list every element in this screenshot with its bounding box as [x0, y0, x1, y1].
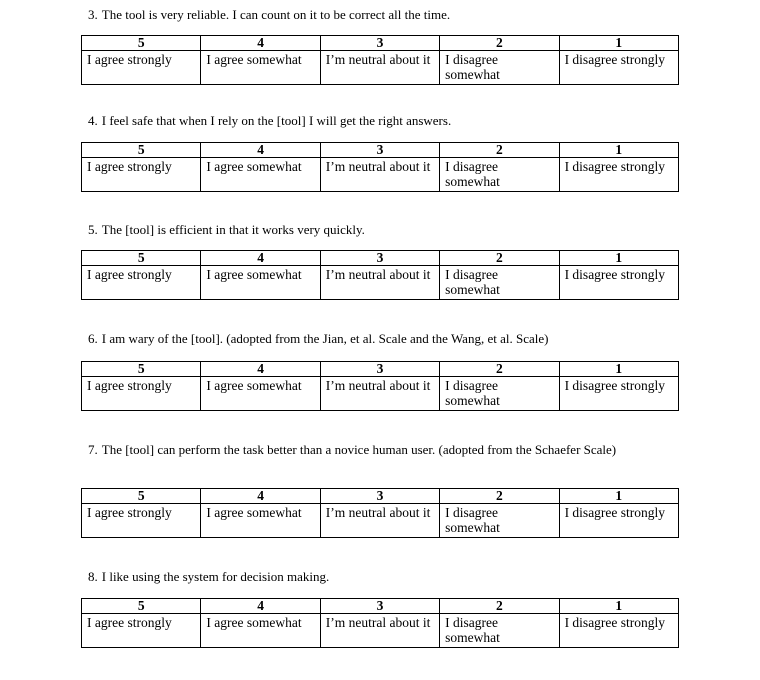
- scale-value-1: 1: [559, 362, 678, 377]
- option-disagree-somewhat[interactable]: I disagree somewhat: [440, 158, 559, 192]
- option-neutral[interactable]: I’m neutral about it: [320, 266, 439, 300]
- question-number: 5.: [88, 222, 98, 237]
- scale-value-1: 1: [559, 251, 678, 266]
- scale-value-2: 2: [440, 599, 559, 614]
- question-text: [88, 222, 678, 237]
- option-agree-somewhat[interactable]: I agree somewhat: [201, 614, 320, 648]
- option-disagree-strongly[interactable]: I disagree strongly: [559, 377, 678, 411]
- scale-value-1: 1: [559, 489, 678, 504]
- scale-value-4: 4: [201, 362, 320, 377]
- scale-value-5: 5: [82, 251, 201, 266]
- scale-value-2: 2: [440, 36, 559, 51]
- scale-value-2: 2: [440, 362, 559, 377]
- scale-value-5: 5: [82, 362, 201, 377]
- option-disagree-somewhat[interactable]: I disagree somewhat: [440, 266, 559, 300]
- option-disagree-strongly[interactable]: I disagree strongly: [559, 51, 678, 85]
- option-agree-somewhat[interactable]: I agree somewhat: [201, 377, 320, 411]
- scale-value-5: 5: [82, 489, 201, 504]
- option-agree-strongly[interactable]: I agree strongly: [82, 266, 201, 300]
- scale-value-1: 1: [559, 599, 678, 614]
- option-disagree-somewhat[interactable]: I disagree somewhat: [440, 377, 559, 411]
- option-agree-somewhat[interactable]: I agree somewhat: [201, 158, 320, 192]
- scale-value-2: 2: [440, 143, 559, 158]
- option-agree-somewhat[interactable]: I agree somewhat: [201, 504, 320, 538]
- likert-table: [81, 250, 679, 300]
- option-agree-strongly[interactable]: I agree strongly: [82, 158, 201, 192]
- question-number: 3.: [88, 7, 98, 22]
- option-disagree-strongly[interactable]: I disagree strongly: [559, 266, 678, 300]
- scale-value-5: 5: [82, 36, 201, 51]
- option-disagree-somewhat[interactable]: I disagree somewhat: [440, 51, 559, 85]
- option-disagree-strongly[interactable]: I disagree strongly: [559, 614, 678, 648]
- option-disagree-strongly[interactable]: I disagree strongly: [559, 158, 678, 192]
- question-text: [88, 331, 678, 346]
- option-neutral[interactable]: I’m neutral about it: [320, 614, 439, 648]
- likert-table: [81, 361, 679, 411]
- scale-value-3: 3: [320, 143, 439, 158]
- option-disagree-somewhat[interactable]: I disagree somewhat: [440, 504, 559, 538]
- question-number: 7.: [88, 442, 98, 457]
- scale-value-4: 4: [201, 251, 320, 266]
- scale-value-4: 4: [201, 599, 320, 614]
- scale-value-4: 4: [201, 36, 320, 51]
- scale-value-2: 2: [440, 251, 559, 266]
- option-neutral[interactable]: I’m neutral about it: [320, 158, 439, 192]
- question-text: [88, 113, 678, 128]
- question-prompt: The tool is very reliable. I can count on it to be correct all the time.: [101, 7, 451, 22]
- option-disagree-strongly[interactable]: I disagree strongly: [559, 504, 678, 538]
- question-prompt: I feel safe that when I rely on the [tool] I will get the right answers.: [101, 113, 452, 128]
- question-prompt: I like using the system for decision making.: [101, 569, 330, 584]
- option-agree-somewhat[interactable]: I agree somewhat: [201, 51, 320, 85]
- option-agree-strongly[interactable]: I agree strongly: [82, 614, 201, 648]
- scale-value-5: 5: [82, 143, 201, 158]
- scale-value-1: 1: [559, 36, 678, 51]
- likert-table: [81, 142, 679, 192]
- scale-value-3: 3: [320, 489, 439, 504]
- scale-value-3: 3: [320, 251, 439, 266]
- scale-value-1: 1: [559, 143, 678, 158]
- option-neutral[interactable]: I’m neutral about it: [320, 504, 439, 538]
- scale-value-2: 2: [440, 489, 559, 504]
- scale-value-3: 3: [320, 599, 439, 614]
- likert-table: [81, 488, 679, 538]
- question-text: [88, 442, 678, 457]
- option-agree-somewhat[interactable]: I agree somewhat: [201, 266, 320, 300]
- option-neutral[interactable]: I’m neutral about it: [320, 51, 439, 85]
- option-disagree-somewhat[interactable]: I disagree somewhat: [440, 614, 559, 648]
- question-text: [88, 569, 678, 584]
- scale-value-4: 4: [201, 489, 320, 504]
- question-number: 6.: [88, 331, 98, 346]
- scale-value-5: 5: [82, 599, 201, 614]
- question-prompt: The [tool] is efficient in that it works very quickly.: [101, 222, 365, 237]
- likert-table: [81, 598, 679, 648]
- question-number: 8.: [88, 569, 98, 584]
- question-number: 4.: [88, 113, 98, 128]
- scale-value-4: 4: [201, 143, 320, 158]
- option-agree-strongly[interactable]: I agree strongly: [82, 504, 201, 538]
- scale-value-3: 3: [320, 362, 439, 377]
- option-agree-strongly[interactable]: I agree strongly: [82, 51, 201, 85]
- option-neutral[interactable]: I’m neutral about it: [320, 377, 439, 411]
- question-prompt: I am wary of the [tool]. (adopted from the Jian, et al. Scale and the Wang, et al. Scale): [101, 331, 549, 346]
- question-text: [88, 7, 678, 22]
- question-prompt: The [tool] can perform the task better than a novice human user. (adopted from the Schaefer Scale): [101, 442, 617, 457]
- scale-value-3: 3: [320, 36, 439, 51]
- likert-table: [81, 35, 679, 85]
- option-agree-strongly[interactable]: I agree strongly: [82, 377, 201, 411]
